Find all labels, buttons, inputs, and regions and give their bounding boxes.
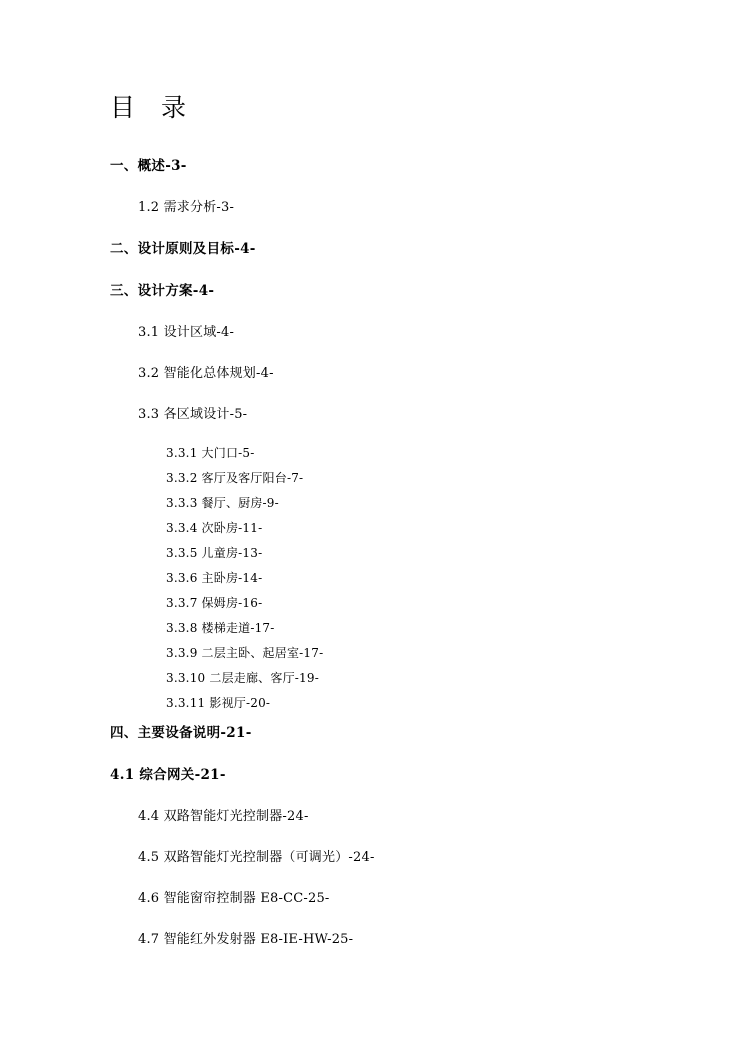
toc-entry[interactable]: 1.2 需求分析-3-: [138, 200, 235, 215]
toc-entry[interactable]: 3.3.7 保姆房-16-: [166, 596, 263, 610]
toc-entry[interactable]: 3.3.2 客厅及客厅阳台-7-: [166, 471, 304, 485]
toc-entry[interactable]: 3.3.5 儿童房-13-: [166, 546, 263, 560]
toc-entry[interactable]: 4.1 综合网关-21-: [110, 767, 226, 783]
toc-entry[interactable]: 4.7 智能红外发射器 E8-IE-HW-25-: [138, 932, 354, 947]
toc-entry[interactable]: 3.3.1 大门口-5-: [166, 446, 255, 460]
page-title: 目 录: [110, 93, 195, 122]
toc-entry[interactable]: 3.3.6 主卧房-14-: [166, 571, 263, 585]
toc-entry[interactable]: 3.3.8 楼梯走道-17-: [166, 621, 275, 635]
toc-entry[interactable]: 三、设计方案-4-: [110, 283, 215, 299]
toc-entry[interactable]: 4.4 双路智能灯光控制器-24-: [138, 809, 309, 824]
toc-entry[interactable]: 4.5 双路智能灯光控制器（可调光）-24-: [138, 850, 375, 865]
toc-entry[interactable]: 3.3.4 次卧房-11-: [166, 521, 263, 535]
toc-entry[interactable]: 一、概述-3-: [110, 158, 187, 174]
toc-entry[interactable]: 4.6 智能窗帘控制器 E8-CC-25-: [138, 891, 330, 906]
toc-entry[interactable]: 二、设计原则及目标-4-: [110, 241, 256, 257]
toc-entry[interactable]: 3.1 设计区域-4-: [138, 325, 235, 340]
toc-entry[interactable]: 3.2 智能化总体规划-4-: [138, 366, 274, 381]
toc-entry[interactable]: 3.3.3 餐厅、厨房-9-: [166, 496, 279, 510]
toc-entry[interactable]: 3.3.9 二层主卧、起居室-17-: [166, 646, 324, 660]
table-of-contents: [110, 154, 664, 947]
toc-entry[interactable]: 3.3.10 二层走廊、客厅-19-: [166, 671, 319, 685]
toc-entry[interactable]: 四、主要设备说明-21-: [110, 725, 252, 741]
toc-entry[interactable]: 3.3.11 影视厅-20-: [166, 696, 271, 710]
toc-entry[interactable]: 3.3 各区域设计-5-: [138, 407, 248, 422]
